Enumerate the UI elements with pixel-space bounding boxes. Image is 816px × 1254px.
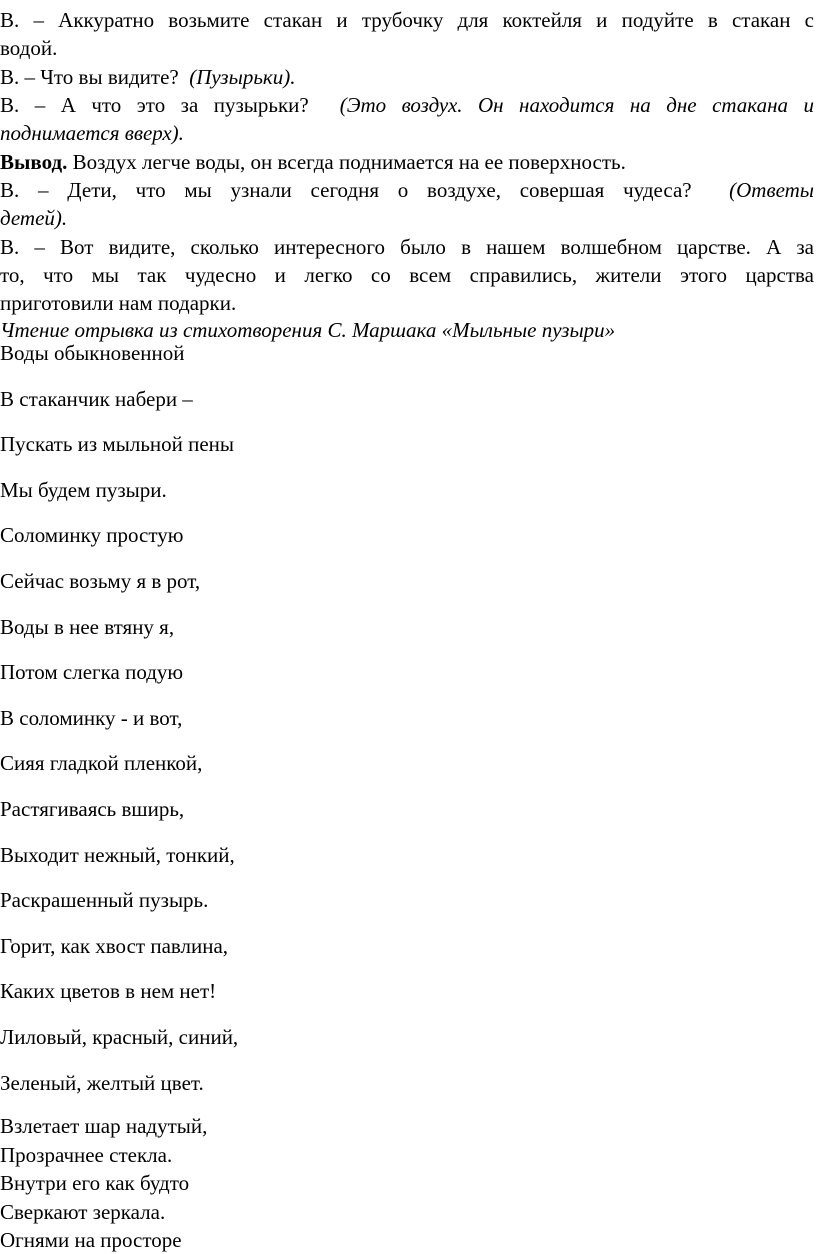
poem-line: Потом слегка подую [0,660,184,684]
poem-line: Мы будем пузыри. [0,478,167,502]
conclusion [0,148,814,176]
dialogue-line: водой. [0,36,58,60]
poem-line: Раскрашенный пузырь. [0,888,209,912]
poem-line: Зеленый, желтый цвет. [0,1071,204,1095]
poem-line: Сверкают зеркала. [0,1200,166,1224]
poem-line: Пускать из мыльной пены [0,432,235,456]
poem-line: Лиловый, красный, синий, [0,1025,239,1049]
dialogue-line [0,176,814,204]
poem-line: Горит, как хвост павлина, [0,934,229,958]
poem-line: В соломинку - и вот, [0,706,183,730]
dialogue-line: В. – Аккуратно возьмите стакан и трубочку для коктейля и подуйте в стакан с [0,8,814,32]
poem-line: Каких цветов в нем нет! [0,979,217,1003]
poem-line: В стаканчик набери – [0,387,193,411]
poem-line: Воды обыкновенной [0,341,185,365]
poem-line: Огнями на просторе [0,1228,182,1252]
poem-line: Прозрачнее стекла. [0,1143,173,1167]
poem-line: Соломинку простую [0,523,184,547]
children-answer: (Пузырьки). [189,65,296,89]
conclusion-label: Вывод. [0,150,68,174]
dialogue-line: приготовили нам подарки. [0,291,237,315]
dialogue-line: то, что мы так чудесно и легко со всем справились, жители этого царства [0,263,814,287]
poem-line: Сияя гладкой пленкой, [0,751,203,775]
teacher-speech: В. – А что это за пузырьки? [0,93,309,117]
dialogue-line: В. – Вот видите, сколько интересного было в нашем волшебном царстве. А за [0,235,814,259]
poem-line: Выходит нежный, тонкий, [0,843,235,867]
dialogue-line [0,91,814,119]
poem-line: Воды в нее втяну я, [0,615,175,639]
conclusion-text: Воздух легче воды, он всегда поднимается на ее поверхность. [72,150,626,174]
children-answer: (Ответы [729,178,815,202]
dialogue-line [0,63,814,91]
children-answer: детей). [0,206,68,230]
poem-heading: Чтение отрывка из стихотворения С. Маршака «Мыльные пузыри» [0,318,616,342]
children-answer: (Это воздух. Он находится на дне стакана и [339,93,815,117]
poem-line: Сейчас возьму я в рот, [0,569,201,593]
poem-line: Внутри его как будто [0,1171,190,1195]
children-answer: поднимается вверх). [0,121,184,145]
teacher-speech: В. – Что вы видите? [0,65,179,89]
poem-line: Растягиваясь вширь, [0,797,185,821]
poem-line: Взлетает шар надутый, [0,1114,208,1138]
teacher-speech: В. – Дети, что мы узнали сегодня о воздухе, совершая чудеса? [0,178,692,202]
